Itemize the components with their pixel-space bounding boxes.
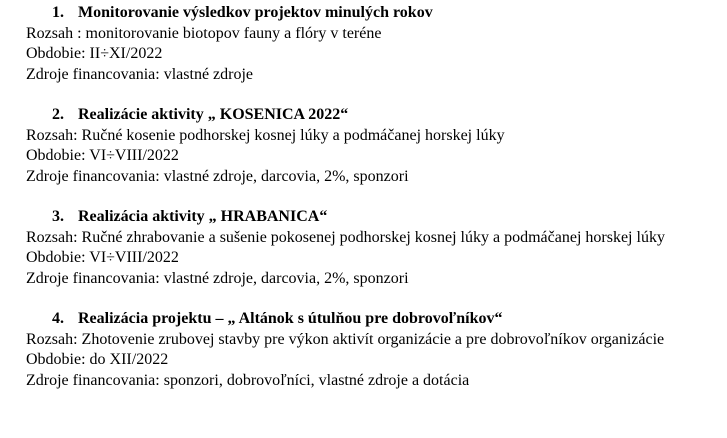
section-heading: [26, 207, 697, 228]
section-number: 4.: [52, 310, 64, 327]
section-number: 3.: [52, 208, 64, 225]
section-heading: [26, 105, 697, 126]
section-funding: Zdroje financovania: vlastné zdroje: [26, 65, 254, 83]
section-period: Obdobie: II÷XI/2022: [26, 45, 163, 62]
section-period: Obdobie: do XII/2022: [26, 351, 169, 368]
section-title: Monitorovanie výsledkov projektov minulých rokov: [78, 4, 433, 21]
section-scope: Rozsah: Ručné zhrabovanie a sušenie pokosenej podhorskej kosnej lúky a podmáčanej horskej lúky: [26, 228, 665, 246]
section-number: 1.: [52, 4, 64, 21]
section-title: Realizácie aktivity „ KOSENICA 2022“: [78, 106, 349, 123]
section-funding: Zdroje financovania: vlastné zdroje, darcovia, 2%, sponzori: [26, 269, 409, 287]
section-funding: Zdroje financovania: vlastné zdroje, darcovia, 2%, sponzori: [26, 167, 409, 185]
activity-section-3: [26, 207, 697, 289]
section-scope: Rozsah: Ručné kosenie podhorskej kosnej lúky a podmáčanej horskej lúky: [26, 126, 505, 144]
section-heading: [26, 309, 697, 330]
activity-section-1: [26, 3, 697, 85]
section-period: Obdobie: VI÷VIII/2022: [26, 249, 179, 266]
section-period: Obdobie: VI÷VIII/2022: [26, 147, 179, 164]
section-title: Realizácia aktivity „ HRABANICA“: [78, 208, 328, 225]
section-title: Realizácia projektu – „ Altánok s útulňou pre dobrovoľníkov“: [78, 310, 503, 327]
section-scope: Rozsah : monitorovanie biotopov fauny a flóry v teréne: [26, 24, 382, 42]
section-funding: Zdroje financovania: sponzori, dobrovoľníci, vlastné zdroje a dotácia: [26, 371, 470, 389]
activity-section-2: [26, 105, 697, 187]
section-scope: Rozsah: Zhotovenie zrubovej stavby pre výkon aktivít organizácie a pre dobrovoľníkov organizácie: [26, 330, 665, 348]
activity-section-4: [26, 309, 697, 391]
section-heading: [26, 3, 697, 24]
section-number: 2.: [52, 106, 64, 123]
